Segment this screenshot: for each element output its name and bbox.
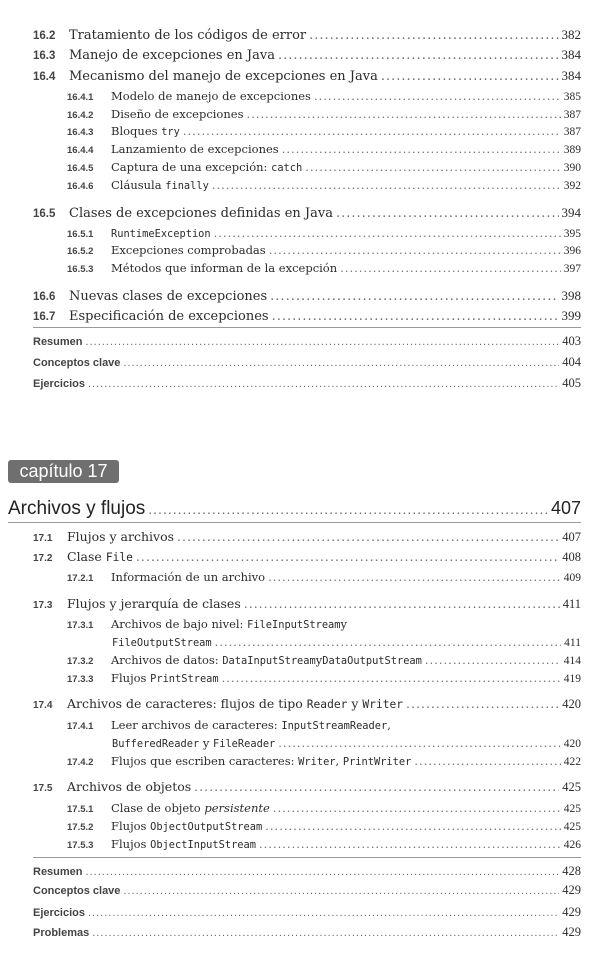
subsection-title	[111, 756, 411, 768]
section-title: Clases de excepciones definidas en Java	[69, 206, 333, 221]
title-text: Leer archivos de caracteres:	[111, 718, 282, 732]
subsection-title	[111, 655, 422, 667]
title-text: Clase de objeto	[111, 801, 205, 815]
page-number: 404	[562, 355, 581, 369]
italic-term: persistente	[204, 801, 270, 815]
toc-entry[interactable]	[33, 69, 581, 84]
page-number: 396	[563, 245, 581, 257]
subsection-title	[111, 839, 256, 851]
section-title	[67, 551, 133, 564]
dot-leader	[92, 928, 559, 939]
subsection-title	[111, 821, 262, 833]
subsection-number: 17.5.1	[67, 804, 94, 815]
code-keyword: FileOutputStream	[112, 637, 212, 649]
page-number: 384	[561, 68, 581, 83]
subsection-title: Diseño de excepciones	[111, 107, 244, 121]
dot-leader	[136, 551, 559, 564]
chapter-badge: capítulo 17	[8, 460, 119, 483]
section-title: Nuevas clases de excepciones	[69, 289, 268, 304]
subsection-title	[111, 803, 270, 815]
page-number: 395	[563, 228, 581, 240]
toc-subentry[interactable]	[67, 162, 581, 175]
dot-leader	[123, 886, 559, 897]
divider	[33, 327, 581, 328]
page-number: 403	[562, 334, 581, 348]
subsection-number: 17.5.2	[67, 822, 94, 833]
dot-leader	[269, 245, 561, 257]
title-conjunction: y	[340, 617, 348, 631]
page-number: 419	[563, 673, 581, 685]
toc-summary-entry[interactable]	[33, 926, 581, 939]
section-title	[67, 698, 403, 711]
subsection-number: 16.4.6	[67, 181, 94, 192]
code-keyword: Writer	[298, 756, 336, 768]
toc-entry[interactable]	[33, 698, 581, 711]
subsection-number: 17.2.1	[67, 573, 94, 584]
page-number: 429	[562, 905, 581, 919]
dot-leader	[414, 756, 560, 768]
toc-entry[interactable]	[33, 309, 581, 324]
toc-subentry[interactable]	[67, 839, 581, 852]
dot-leader	[215, 637, 562, 649]
code-keyword: DataInputStream	[222, 655, 316, 667]
toc-entry[interactable]	[33, 289, 581, 304]
page-number: 420	[563, 738, 581, 750]
section-title: Archivos de objetos	[67, 779, 192, 794]
dot-leader	[309, 29, 558, 42]
section-title: Especificación de excepciones	[69, 309, 269, 324]
summary-label: Resumen	[33, 866, 83, 878]
page-number: 408	[562, 550, 581, 564]
title-text: Flujos que escriben caracteres:	[111, 754, 299, 768]
page-number: 389	[563, 144, 581, 156]
page-number: 407	[550, 498, 581, 518]
section-number: 16.7	[33, 311, 56, 323]
title-conjunction: y	[347, 696, 363, 711]
title-text: Clase	[67, 549, 106, 564]
code-keyword: Reader	[306, 698, 348, 711]
code-keyword: ObjectOutputStream	[150, 821, 263, 833]
page-number: 399	[561, 308, 581, 323]
code-keyword: PrintWriter	[342, 756, 412, 768]
subsection-title: Métodos que informan de la excepción	[111, 261, 338, 275]
dot-leader	[425, 655, 561, 667]
toc-summary-entry[interactable]	[33, 356, 581, 369]
dot-leader	[270, 290, 558, 303]
subsection-title: RuntimeException	[111, 228, 211, 240]
subsection-title	[111, 720, 391, 732]
toc-summary-entry[interactable]	[33, 377, 581, 390]
dot-leader	[86, 867, 560, 878]
dot-leader	[278, 738, 560, 750]
title-conjunction: y	[199, 736, 213, 750]
page-number: 429	[562, 925, 581, 939]
subsection-number: 17.3.2	[67, 656, 94, 667]
title-text: Archivos de caracteres: flujos de tipo	[67, 696, 307, 711]
page-number: 428	[562, 864, 581, 878]
toc-subentry[interactable]	[67, 673, 581, 686]
code-keyword: DataOutputStream	[322, 655, 422, 667]
divider	[8, 522, 581, 523]
subsection-number: 16.4.2	[67, 110, 94, 121]
page-number: 394	[561, 205, 581, 220]
toc-summary-entry[interactable]	[33, 335, 581, 348]
page-number: 392	[563, 180, 581, 192]
toc-subentry[interactable]	[67, 109, 581, 122]
summary-label: Conceptos clave	[33, 357, 121, 369]
page-number: 420	[562, 697, 581, 711]
section-number: 16.3	[33, 50, 56, 62]
section-title: Mecanismo del manejo de excepciones en Java	[69, 69, 378, 84]
subsection-title	[111, 162, 302, 174]
code-keyword: FileInputStream	[247, 619, 341, 631]
section-number: 17.5	[33, 783, 53, 794]
title-text: Flujos	[111, 819, 151, 833]
code-keyword: finally	[165, 180, 209, 192]
section-number: 17.3	[33, 600, 53, 611]
subsection-title	[111, 619, 347, 631]
toc-subentry[interactable]	[67, 245, 581, 258]
page-number: 407	[562, 530, 581, 544]
page-number: 429	[562, 883, 581, 897]
toc-summary-entry[interactable]	[33, 906, 581, 919]
title-text: Cláusula	[111, 178, 166, 192]
code-keyword: File	[105, 551, 133, 564]
dot-leader	[314, 91, 561, 103]
toc-subentry[interactable]	[67, 720, 581, 732]
title-text: Flujos	[111, 671, 151, 685]
dot-leader	[86, 337, 560, 348]
title-text: Bloques	[111, 124, 162, 138]
toc-subentry[interactable]	[67, 91, 581, 104]
summary-label: Problemas	[33, 927, 90, 939]
summary-label: Resumen	[33, 336, 83, 348]
section-number: 16.4	[33, 71, 56, 83]
page-number: 387	[563, 126, 581, 138]
subsection-title: Modelo de manejo de excepciones	[111, 89, 311, 103]
subsection-title	[111, 180, 209, 192]
dot-leader	[381, 70, 559, 83]
section-title: Flujos y jerarquía de clases	[67, 596, 241, 611]
dot-leader	[212, 180, 561, 192]
page-number: 425	[563, 803, 581, 815]
toc-subentry[interactable]	[67, 144, 581, 157]
subsection-number: 17.4.2	[67, 757, 94, 768]
subsection-title: Lanzamiento de excepciones	[111, 142, 279, 156]
page-number: 385	[563, 91, 581, 103]
toc-entry[interactable]	[33, 48, 581, 63]
dot-leader	[88, 379, 559, 390]
code-keyword: try	[161, 126, 180, 138]
code-keyword: FileReader	[213, 738, 276, 750]
dot-leader	[123, 358, 559, 369]
title-punctuation: ,	[335, 754, 343, 768]
divider	[33, 857, 581, 858]
dot-leader	[340, 263, 561, 275]
toc-subentry[interactable]	[67, 263, 581, 276]
toc-subentry[interactable]	[67, 655, 581, 668]
toc-entry[interactable]	[33, 206, 581, 221]
page-number: 384	[561, 47, 581, 62]
page-number: 422	[563, 756, 581, 768]
section-number: 17.1	[33, 533, 53, 544]
toc-entry[interactable]	[33, 28, 581, 43]
toc-subentry[interactable]	[67, 756, 581, 769]
toc-subentry[interactable]	[67, 126, 581, 139]
subsection-number: 16.4.3	[67, 127, 94, 138]
page-number: 411	[562, 597, 581, 611]
toc-subentry[interactable]	[67, 803, 581, 816]
dot-leader	[282, 144, 561, 156]
page-number: 397	[563, 263, 581, 275]
toc-subentry[interactable]	[67, 821, 581, 834]
page-number: 382	[561, 27, 581, 42]
dot-leader	[259, 839, 561, 851]
page-number: 409	[563, 572, 581, 584]
toc-subentry[interactable]	[67, 228, 581, 241]
code-keyword: BufferedReader	[112, 738, 200, 750]
page-number: 390	[563, 162, 581, 174]
subsection-number: 16.5.2	[67, 246, 94, 257]
title-punctuation: ,	[387, 718, 391, 732]
dot-leader	[214, 228, 561, 240]
section-number: 16.2	[33, 30, 56, 42]
dot-leader	[88, 908, 559, 919]
page-number: 405	[562, 376, 581, 390]
section-title: Tratamiento de los códigos de error	[69, 28, 307, 43]
subsection-number: 16.4.1	[67, 92, 94, 103]
title-text: Archivos de bajo nivel:	[111, 617, 248, 631]
title-text: Captura de una excepción:	[111, 160, 272, 174]
chapter-title: Archivos y flujos	[8, 498, 146, 519]
code-keyword: ObjectInputStream	[150, 839, 256, 851]
dot-leader	[273, 803, 561, 815]
toc-entry[interactable]	[33, 531, 581, 544]
subsection-title: Información de un archivo	[111, 570, 266, 584]
subsection-number: 17.5.3	[67, 840, 94, 851]
dot-leader	[183, 126, 561, 138]
section-number: 16.6	[33, 291, 56, 303]
toc-summary-entry[interactable]	[33, 865, 581, 878]
subsection-number: 17.3.3	[67, 674, 94, 685]
code-keyword: Writer	[362, 698, 404, 711]
title-text: Flujos	[111, 837, 151, 851]
page-number: 414	[563, 655, 581, 667]
subsection-number: 17.4.1	[67, 721, 94, 732]
toc-entry[interactable]	[33, 598, 581, 611]
section-number: 17.2	[33, 553, 53, 564]
subsection-number: 16.5.1	[67, 229, 94, 240]
subsection-title	[111, 126, 180, 138]
dot-leader	[244, 598, 560, 611]
section-title: Manejo de excepciones en Java	[69, 48, 275, 63]
dot-leader	[336, 207, 559, 220]
toc-subentry-continuation[interactable]	[112, 738, 581, 751]
page-number: 425	[562, 780, 581, 794]
toc-entry[interactable]	[33, 551, 581, 564]
dot-leader	[194, 781, 559, 794]
subsection-number: 16.4.4	[67, 145, 94, 156]
subsection-number: 16.4.5	[67, 163, 94, 174]
code-keyword: InputStreamReader	[281, 720, 388, 732]
subsection-number: 16.5.3	[67, 264, 94, 275]
dot-leader	[278, 49, 559, 62]
subsection-number: 17.3.1	[67, 620, 94, 631]
dot-leader	[222, 673, 561, 685]
toc-summary-entry[interactable]	[33, 884, 581, 897]
toc-subentry[interactable]	[67, 180, 581, 193]
code-keyword: PrintStream	[150, 673, 219, 685]
subsection-title: Excepciones comprobadas	[111, 243, 266, 257]
page-number: 425	[563, 821, 581, 833]
summary-label: Ejercicios	[33, 907, 85, 919]
title-text: Archivos de datos:	[111, 653, 223, 667]
title-conjunction: y	[315, 653, 323, 667]
chapter-title-entry[interactable]	[8, 498, 581, 520]
dot-leader	[177, 531, 559, 544]
dot-leader	[246, 109, 560, 121]
subsection-title	[112, 738, 275, 750]
summary-label: Conceptos clave	[33, 885, 121, 897]
summary-label: Ejercicios	[33, 378, 85, 390]
toc-subentry[interactable]	[67, 572, 581, 585]
page-number: 411	[564, 637, 581, 649]
dot-leader	[305, 162, 561, 174]
dot-leader	[265, 821, 561, 833]
toc-subentry[interactable]	[67, 619, 581, 631]
toc-subentry-continuation[interactable]	[112, 637, 581, 650]
dot-leader	[272, 310, 559, 323]
toc-entry[interactable]	[33, 781, 581, 794]
page-number: 426	[563, 839, 581, 851]
section-title: Flujos y archivos	[67, 529, 175, 544]
page-number: 387	[563, 109, 581, 121]
dot-leader	[268, 572, 561, 584]
section-number: 16.5	[33, 208, 56, 220]
dot-leader	[406, 698, 559, 711]
page-number: 398	[561, 288, 581, 303]
dot-leader	[148, 501, 548, 517]
code-keyword: catch	[271, 162, 303, 174]
subsection-title	[111, 673, 219, 685]
section-number: 17.4	[33, 700, 53, 711]
